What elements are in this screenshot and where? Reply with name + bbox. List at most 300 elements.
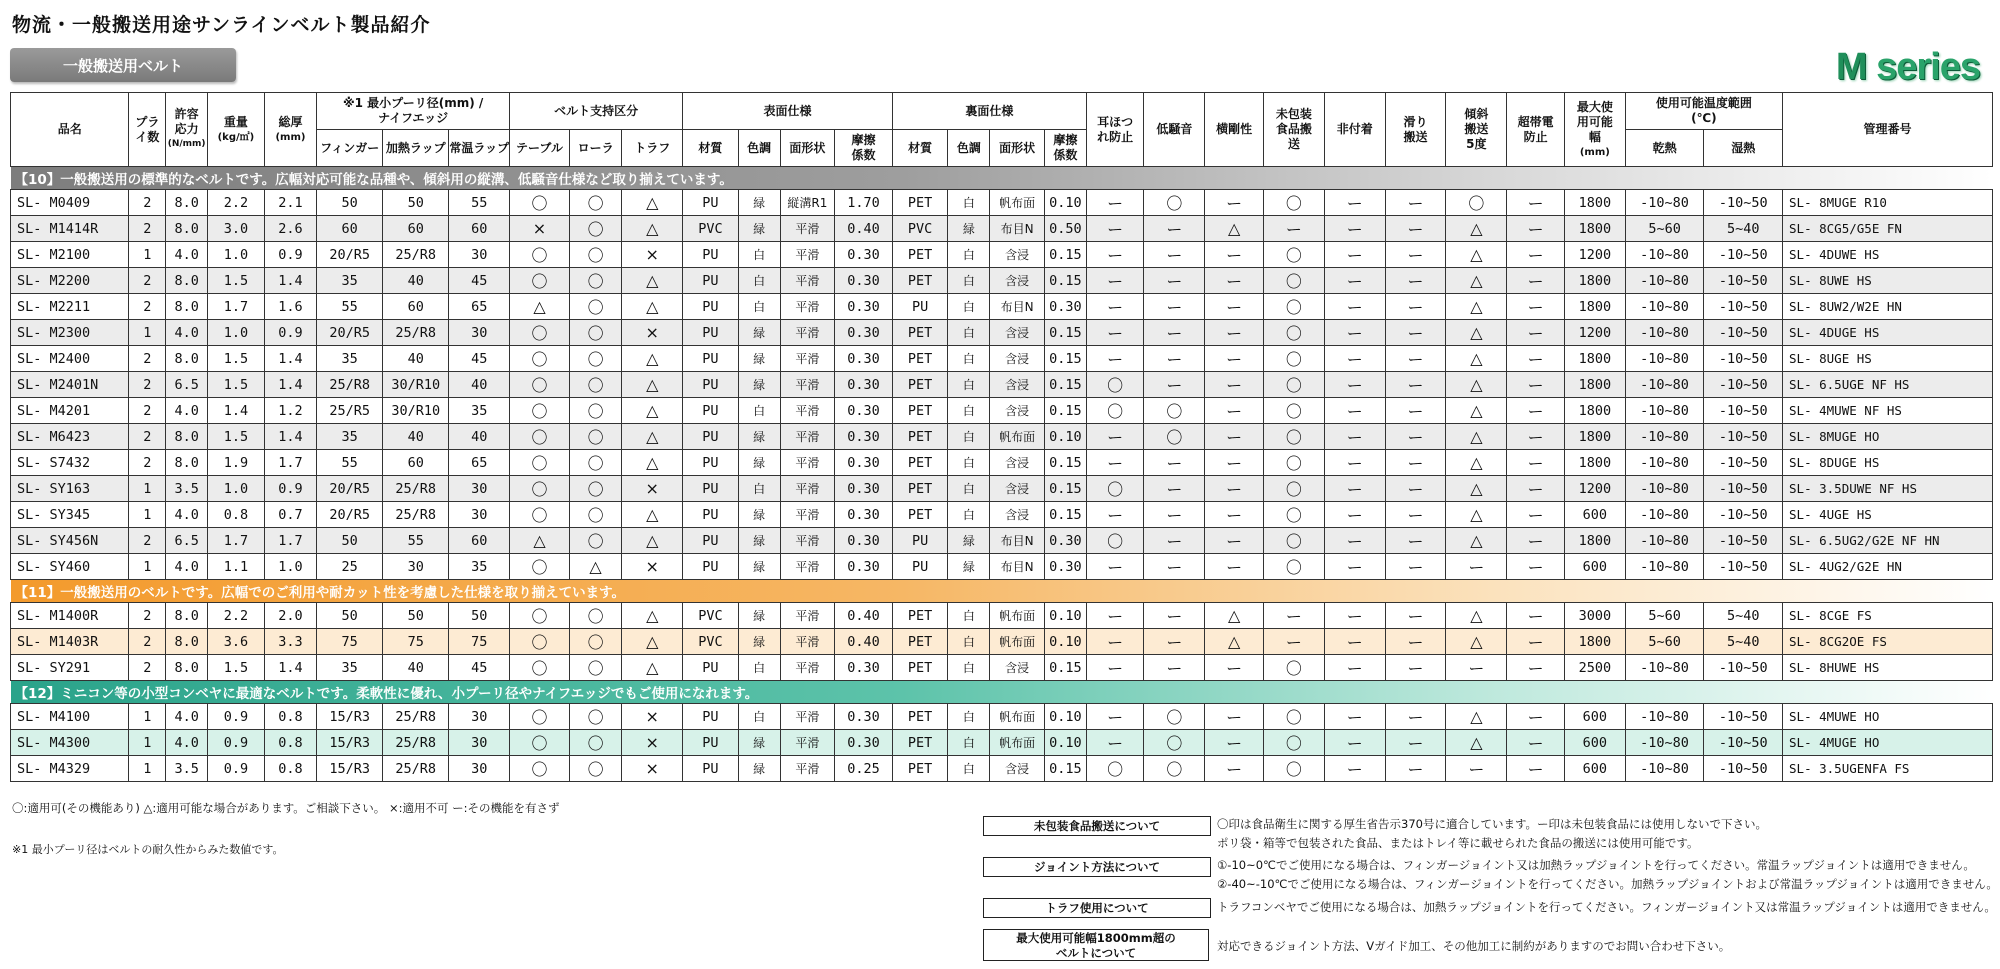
col-heat-lap: 加熱ラップ	[383, 130, 449, 167]
table-cell: 0.40	[835, 216, 893, 242]
table-cell: 0.15	[1044, 346, 1086, 372]
table-cell: ー	[1507, 756, 1565, 782]
table-cell: PET	[892, 730, 948, 756]
table-cell: 1.7	[208, 528, 265, 554]
table-cell: 〇	[1264, 346, 1325, 372]
table-cell: 0.10	[1044, 190, 1086, 216]
table-cell: -10~50	[1704, 704, 1783, 730]
table-cell: 1.70	[835, 190, 893, 216]
table-cell: 8.0	[166, 450, 208, 476]
table-cell: PVC	[892, 216, 948, 242]
table-cell: 0.10	[1044, 424, 1086, 450]
table-cell: ー	[1205, 476, 1264, 502]
table-cell: 1800	[1564, 346, 1625, 372]
table-cell: PET	[892, 268, 948, 294]
table-cell: 〇	[1144, 756, 1205, 782]
table-cell: -10~50	[1704, 502, 1783, 528]
table-cell: 0.50	[1044, 216, 1086, 242]
table-cell: ー	[1144, 476, 1205, 502]
table-cell: 20/R5	[317, 320, 383, 346]
table-cell: ー	[1385, 528, 1446, 554]
table-cell: 緑	[738, 190, 780, 216]
table-cell: 〇	[1086, 476, 1144, 502]
table-cell: 緑	[738, 554, 780, 580]
table-cell: ー	[1324, 346, 1385, 372]
table-cell: 35	[317, 424, 383, 450]
section-header	[11, 681, 1993, 704]
table-cell: 0.9	[264, 476, 316, 502]
table-cell: -10~50	[1704, 242, 1783, 268]
table-cell: ー	[1507, 528, 1565, 554]
table-cell: 2	[129, 372, 166, 398]
table-cell: ー	[1385, 730, 1446, 756]
table-cell: ー	[1086, 216, 1144, 242]
table-cell: 0.30	[835, 502, 893, 528]
table-cell: △	[622, 216, 683, 242]
table-cell: 8.0	[166, 268, 208, 294]
table-cell: 1200	[1564, 476, 1625, 502]
table-cell: 50	[317, 528, 383, 554]
table-cell: 白	[948, 294, 990, 320]
table-cell: ー	[1205, 502, 1264, 528]
table-cell: ー	[1507, 424, 1565, 450]
table-cell: 〇	[569, 756, 621, 782]
table-cell: 8.0	[166, 294, 208, 320]
table-cell: 30/R10	[383, 372, 449, 398]
table-cell: 緑	[738, 372, 780, 398]
table-cell: 0.10	[1044, 629, 1086, 655]
product-name-cell: SL- M0409	[11, 190, 129, 216]
table-cell: 2	[129, 528, 166, 554]
table-cell: PET	[892, 190, 948, 216]
table-cell: 50	[449, 603, 510, 629]
table-cell: 35	[317, 268, 383, 294]
table-cell: 含浸	[990, 242, 1045, 268]
table-cell: -10~80	[1625, 320, 1704, 346]
table-cell: 50	[383, 603, 449, 629]
section-tab-general-conveying[interactable]: 一般搬送用ベルト	[10, 48, 236, 82]
table-cell: 〇	[510, 704, 570, 730]
table-cell: ー	[1205, 424, 1264, 450]
table-cell: ー	[1385, 216, 1446, 242]
table-cell: ー	[1385, 294, 1446, 320]
table-cell: 30	[449, 756, 510, 782]
table-cell: ー	[1507, 294, 1565, 320]
table-cell: ー	[1507, 629, 1565, 655]
table-cell: 〇	[569, 320, 621, 346]
table-cell: 〇	[569, 242, 621, 268]
col-non-stick: 非付着	[1324, 93, 1385, 167]
table-cell: 0.30	[1044, 528, 1086, 554]
product-code-cell: SL- 3.5DUWE NF HS	[1783, 476, 1993, 502]
table-cell: 白	[948, 655, 990, 681]
table-cell: ×	[622, 554, 683, 580]
table-cell: 〇	[1144, 704, 1205, 730]
table-cell: 平滑	[780, 216, 835, 242]
table-cell: 〇	[1144, 190, 1205, 216]
table-cell: 平滑	[780, 655, 835, 681]
table-cell: 緑	[738, 502, 780, 528]
table-cell: 〇	[1144, 398, 1205, 424]
table-cell: 0.30	[835, 704, 893, 730]
table-cell: ー	[1205, 346, 1264, 372]
table-cell: ー	[1324, 554, 1385, 580]
table-cell: 〇	[569, 528, 621, 554]
table-cell: 白	[738, 268, 780, 294]
table-cell: 1.4	[264, 268, 316, 294]
table-cell: ー	[1086, 268, 1144, 294]
table-cell: 〇	[1264, 476, 1325, 502]
table-cell: PU	[683, 424, 739, 450]
table-cell: 8.0	[166, 346, 208, 372]
table-cell: 白	[948, 190, 990, 216]
table-cell: △	[622, 398, 683, 424]
product-name-cell: SL- SY291	[11, 655, 129, 681]
table-cell: 〇	[510, 242, 570, 268]
table-cell: ー	[1324, 704, 1385, 730]
table-cell: 60	[383, 450, 449, 476]
table-cell: 15/R3	[317, 704, 383, 730]
col-slip: 滑り搬送	[1385, 93, 1446, 167]
table-cell: 8.0	[166, 655, 208, 681]
note-label-joint: ジョイント方法について	[983, 857, 1211, 877]
table-cell: 0.30	[835, 476, 893, 502]
table-cell: ー	[1324, 629, 1385, 655]
table-cell: 0.8	[264, 704, 316, 730]
table-cell: ー	[1385, 756, 1446, 782]
table-cell: 〇	[1446, 190, 1507, 216]
col-min-pulley: ※1 最小プーリ径(mm) / ナイフエッジ	[317, 93, 510, 130]
col-surface-material: 材質	[683, 130, 739, 167]
table-cell: -10~80	[1625, 756, 1704, 782]
table-cell: 45	[449, 346, 510, 372]
table-cell: 1800	[1564, 268, 1625, 294]
table-cell: PU	[683, 320, 739, 346]
table-cell: 2	[129, 216, 166, 242]
section-header-label: 【11】一般搬送用のベルトです。広幅でのご利用や耐カット性を考慮した仕様を取り揃えています。	[11, 580, 1993, 603]
table-cell: 〇	[569, 424, 621, 450]
section-header	[11, 167, 1993, 190]
table-cell: 1.4	[264, 424, 316, 450]
table-cell: 〇	[569, 730, 621, 756]
col-back: 裏面仕様	[892, 93, 1086, 130]
table-cell: 帆布面	[990, 629, 1045, 655]
table-row	[11, 629, 1993, 655]
table-cell: 平滑	[780, 424, 835, 450]
table-cell: 0.7	[264, 502, 316, 528]
table-cell: 1.2	[264, 398, 316, 424]
table-cell: -10~80	[1625, 346, 1704, 372]
table-cell: 2	[129, 603, 166, 629]
table-cell: ー	[1205, 704, 1264, 730]
col-surface-shape: 面形状	[780, 130, 835, 167]
table-cell: 1.4	[264, 372, 316, 398]
table-cell: 〇	[510, 756, 570, 782]
table-cell: 0.10	[1044, 603, 1086, 629]
table-cell: 白	[948, 730, 990, 756]
table-cell: PET	[892, 502, 948, 528]
table-cell: ×	[622, 756, 683, 782]
table-cell: 8.0	[166, 216, 208, 242]
table-cell: ー	[1385, 655, 1446, 681]
table-cell: △	[622, 528, 683, 554]
col-dry: 乾熱	[1625, 130, 1704, 167]
note-label-max-width: 最大使用可能幅1800mm超のベルトについて	[983, 929, 1209, 961]
table-cell: △	[1446, 476, 1507, 502]
table-cell: -10~80	[1625, 268, 1704, 294]
table-cell: 平滑	[780, 372, 835, 398]
table-cell: 30	[449, 476, 510, 502]
table-cell: ー	[1324, 190, 1385, 216]
table-cell: ー	[1324, 294, 1385, 320]
table-cell: 1	[129, 554, 166, 580]
table-cell: ー	[1385, 603, 1446, 629]
table-cell: 600	[1564, 704, 1625, 730]
product-code-cell: SL- 4UG2/G2E HN	[1783, 554, 1993, 580]
table-cell: 4.0	[166, 320, 208, 346]
table-row	[11, 424, 1993, 450]
table-cell: 600	[1564, 730, 1625, 756]
table-cell: 65	[449, 294, 510, 320]
table-cell: 35	[449, 398, 510, 424]
table-cell: PET	[892, 242, 948, 268]
table-cell: ー	[1385, 502, 1446, 528]
table-cell: ー	[1385, 372, 1446, 398]
table-cell: PU	[892, 554, 948, 580]
product-name-cell: SL- SY345	[11, 502, 129, 528]
table-cell: 1.0	[208, 320, 265, 346]
table-cell: 5~60	[1625, 603, 1704, 629]
table-cell: 白	[948, 372, 990, 398]
table-cell: 帆布面	[990, 424, 1045, 450]
table-cell: 1.5	[208, 268, 265, 294]
table-cell: △	[622, 346, 683, 372]
table-cell: ー	[1205, 450, 1264, 476]
table-cell: △	[1446, 242, 1507, 268]
table-cell: ー	[1205, 398, 1264, 424]
table-cell: △	[1446, 268, 1507, 294]
table-cell: 1.5	[208, 346, 265, 372]
table-cell: 布目N	[990, 216, 1045, 242]
table-cell: 40	[449, 372, 510, 398]
table-cell: 30	[449, 320, 510, 346]
product-name-cell: SL- M2211	[11, 294, 129, 320]
table-cell: 〇	[510, 268, 570, 294]
table-cell: 45	[449, 268, 510, 294]
table-row	[11, 216, 1993, 242]
table-cell: 60	[449, 528, 510, 554]
table-cell: 緑	[948, 216, 990, 242]
table-cell: 1800	[1564, 424, 1625, 450]
table-cell: 白	[948, 320, 990, 346]
product-code-cell: SL- 8MUGE R10	[1783, 190, 1993, 216]
table-cell: 平滑	[780, 730, 835, 756]
table-cell: 0.30	[835, 730, 893, 756]
table-cell: △	[1446, 502, 1507, 528]
table-cell: ー	[1086, 294, 1144, 320]
table-cell: PU	[683, 730, 739, 756]
table-cell: -10~80	[1625, 655, 1704, 681]
table-cell: -10~80	[1625, 242, 1704, 268]
table-cell: ー	[1144, 216, 1205, 242]
product-code-cell: SL- 3.5UGENFA FS	[1783, 756, 1993, 782]
table-cell: 〇	[510, 190, 570, 216]
table-cell: 〇	[1086, 528, 1144, 554]
table-cell: ー	[1385, 476, 1446, 502]
table-cell: 白	[948, 424, 990, 450]
table-cell: -10~50	[1704, 450, 1783, 476]
table-cell: 2.6	[264, 216, 316, 242]
table-cell: 60	[317, 216, 383, 242]
table-cell: 0.30	[1044, 294, 1086, 320]
table-cell: 0.30	[835, 242, 893, 268]
table-cell: ー	[1144, 603, 1205, 629]
table-cell: 4.0	[166, 398, 208, 424]
table-cell: ー	[1507, 242, 1565, 268]
table-cell: 〇	[569, 603, 621, 629]
table-cell: 〇	[1264, 704, 1325, 730]
table-cell: 白	[738, 704, 780, 730]
table-cell: 〇	[1264, 242, 1325, 268]
table-cell: 2.2	[208, 190, 265, 216]
table-cell: ー	[1205, 756, 1264, 782]
table-cell: PVC	[683, 216, 739, 242]
table-cell: △	[1446, 346, 1507, 372]
table-row	[11, 502, 1993, 528]
table-cell: 〇	[1264, 655, 1325, 681]
table-cell: PET	[892, 346, 948, 372]
table-cell: 〇	[1144, 730, 1205, 756]
table-cell: -10~50	[1704, 554, 1783, 580]
table-cell: 2	[129, 190, 166, 216]
table-cell: 平滑	[780, 242, 835, 268]
table-cell: 〇	[1264, 730, 1325, 756]
table-cell: 白	[948, 502, 990, 528]
table-cell: 0.15	[1044, 450, 1086, 476]
table-cell: 0.8	[264, 730, 316, 756]
note-text-trough: トラフコンベヤでご使用になる場合は、加熱ラップジョイントを行ってください。フィンガージョイント又は常温ラップジョイントは適用できません。	[1217, 900, 1996, 914]
table-row	[11, 756, 1993, 782]
table-cell: 5~40	[1704, 603, 1783, 629]
table-cell: -10~50	[1704, 476, 1783, 502]
product-name-cell: SL- SY163	[11, 476, 129, 502]
table-cell: 〇	[510, 502, 570, 528]
table-cell: 平滑	[780, 450, 835, 476]
product-name-cell: SL- M1403R	[11, 629, 129, 655]
table-cell: 白	[738, 398, 780, 424]
product-code-cell: SL- 8HUWE HS	[1783, 655, 1993, 681]
table-cell: 8.0	[166, 424, 208, 450]
table-cell: 55	[317, 294, 383, 320]
col-temp: 使用可能温度範囲(℃)	[1625, 93, 1782, 130]
col-surface: 表面仕様	[683, 93, 893, 130]
table-cell: ー	[1205, 320, 1264, 346]
table-cell: ー	[1086, 655, 1144, 681]
table-cell: PET	[892, 476, 948, 502]
table-cell: 60	[383, 294, 449, 320]
logo-series: series	[1876, 46, 1980, 88]
table-cell: 〇	[510, 398, 570, 424]
table-cell: △	[510, 528, 570, 554]
table-cell: ー	[1385, 346, 1446, 372]
table-cell: ー	[1507, 268, 1565, 294]
table-cell: 0.9	[264, 320, 316, 346]
table-cell: 緑	[738, 756, 780, 782]
table-cell: ー	[1144, 372, 1205, 398]
table-cell: 0.10	[1044, 704, 1086, 730]
table-cell: 1800	[1564, 372, 1625, 398]
table-cell: 3.3	[264, 629, 316, 655]
table-cell: 50	[317, 190, 383, 216]
table-cell: 4.0	[166, 242, 208, 268]
table-cell: 〇	[510, 476, 570, 502]
table-cell: 2	[129, 398, 166, 424]
table-cell: 〇	[1086, 756, 1144, 782]
table-cell: 5~40	[1704, 216, 1783, 242]
col-back-friction: 摩擦係数	[1044, 130, 1086, 167]
table-cell: 白	[948, 603, 990, 629]
table-cell: ー	[1086, 629, 1144, 655]
table-cell: 含浸	[990, 756, 1045, 782]
table-cell: △	[1205, 603, 1264, 629]
table-cell: 白	[948, 398, 990, 424]
table-cell: 含浸	[990, 268, 1045, 294]
table-cell: 5~40	[1704, 629, 1783, 655]
table-cell: ー	[1086, 190, 1144, 216]
table-cell: 1800	[1564, 450, 1625, 476]
table-cell: PU	[683, 190, 739, 216]
table-cell: ー	[1086, 242, 1144, 268]
table-cell: PU	[683, 346, 739, 372]
table-cell: 30	[449, 730, 510, 756]
table-cell: 4.0	[166, 554, 208, 580]
col-lateral: 横剛性	[1205, 93, 1264, 167]
product-name-cell: SL- M4329	[11, 756, 129, 782]
table-cell: 0.30	[835, 294, 893, 320]
col-back-material: 材質	[892, 130, 948, 167]
table-cell: 〇	[510, 629, 570, 655]
table-cell: 〇	[510, 554, 570, 580]
table-cell: ー	[1324, 655, 1385, 681]
table-cell: ー	[1144, 320, 1205, 346]
table-cell: 1800	[1564, 629, 1625, 655]
table-cell: ー	[1205, 268, 1264, 294]
table-cell: 2	[129, 294, 166, 320]
table-row	[11, 190, 1993, 216]
table-cell: △	[1446, 704, 1507, 730]
note-food-line-2: ポリ袋・箱等で包装された食品、またはトレイ等に載せられた食品の搬送には使用可能です。	[1217, 836, 1699, 850]
table-cell: PU	[683, 655, 739, 681]
table-cell: 〇	[1264, 756, 1325, 782]
table-cell: PET	[892, 372, 948, 398]
table-cell: PU	[683, 704, 739, 730]
table-row	[11, 398, 1993, 424]
table-cell: 1.4	[264, 655, 316, 681]
table-cell: 55	[317, 450, 383, 476]
table-cell: 30	[449, 704, 510, 730]
table-cell: PET	[892, 756, 948, 782]
table-cell: 含浸	[990, 372, 1045, 398]
table-cell: ー	[1324, 603, 1385, 629]
table-cell: 1800	[1564, 528, 1625, 554]
table-cell: △	[1446, 320, 1507, 346]
product-name-cell: SL- M2401N	[11, 372, 129, 398]
table-cell: -10~50	[1704, 346, 1783, 372]
table-cell: -10~80	[1625, 190, 1704, 216]
table-cell: 0.9	[264, 242, 316, 268]
table-cell: 1800	[1564, 216, 1625, 242]
table-cell: △	[622, 190, 683, 216]
